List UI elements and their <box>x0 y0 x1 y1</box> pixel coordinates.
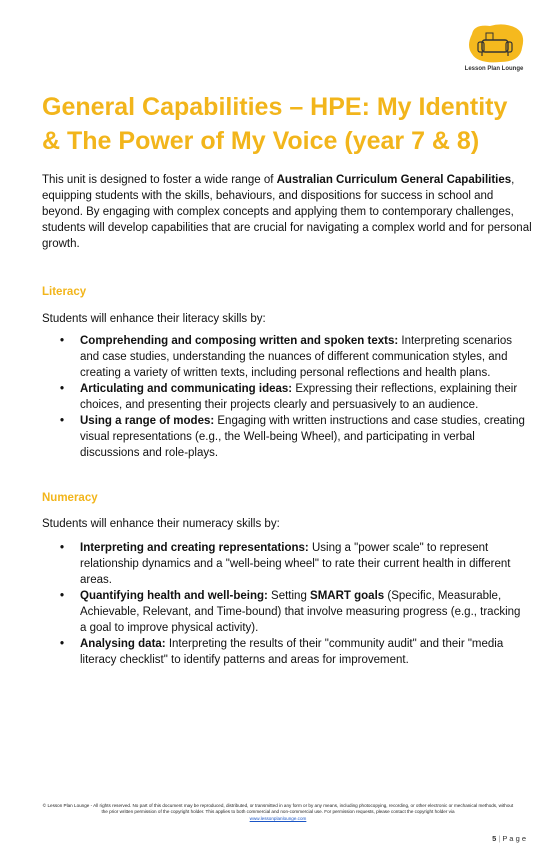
numeracy-heading: Numeracy <box>42 492 98 504</box>
numeracy-lead: Students will enhance their numeracy skills by: <box>42 518 280 530</box>
list-item: • Analysing data: Interpreting the results of their "community audit" and their "media literacy checklist" to identify patterns and areas for improvement. <box>42 636 530 668</box>
list-item: • Articulating and communicating ideas: Expressing their reflections, explaining their choices, and presenting their projects clearly and persuasively to an audience. <box>42 381 530 413</box>
lounge-logo-icon <box>464 24 526 64</box>
website-link[interactable]: www.lessonplanlounge.com <box>249 815 307 821</box>
literacy-list <box>42 333 530 461</box>
list-item: • Interpreting and creating representations: Using a "power scale" to represent relationship dynamics and a "well-being wheel" to rate their current health in different areas. <box>42 540 530 588</box>
numeracy-list <box>42 540 530 668</box>
list-item: • Quantifying health and well-being: Setting SMART goals (Specific, Measurable, Achievable, Relevant, and Time-bound) that involve measuring progress (e.g., tracking a goal to improve physical activity). <box>42 588 530 636</box>
literacy-heading: Literacy <box>42 286 87 298</box>
copyright-text: © Lesson Plan Lounge - All rights reserved. No part of this document may be reproduced, distributed, or transmitted in any form or by any means, including photocopying, recording, or other electronic or mechanical methods, without the prior written permission of the copyright holder. This applies to both commercial and non-commercial use. For permission requests, please contact the copyright holder via <box>42 803 514 815</box>
page-number: 5 | P a g e <box>492 834 526 843</box>
logo-text: Lesson Plan Lounge <box>464 66 524 72</box>
page-title: General Capabilities – HPE: My Identity & The Power of My Voice (year 7 & 8) <box>42 93 508 155</box>
intro-paragraph: This unit is designed to foster a wide range of Australian Curriculum General Capabilities, equipping students with the skills, behaviours, and dispositions for success in school and beyond. By engaging with complex concepts and applying them to contemporary challenges, students will develop capabilities that are crucial for navigating a complex world and for personal growth. <box>42 174 532 250</box>
list-item: • Comprehending and composing written and spoken texts: Interpreting scenarios and case studies, understanding the nuances of different communication styles, and creating a variety of written texts, including personal reflections and health plans. <box>42 333 530 381</box>
copyright-footer <box>40 803 516 822</box>
list-item: • Using a range of modes: Engaging with written instructions and case studies, creating visual representations (e.g., the Well-being Wheel), and participating in verbal discussions and role-plays. <box>42 413 530 461</box>
literacy-lead: Students will enhance their literacy skills by: <box>42 313 266 325</box>
logo <box>458 24 530 84</box>
